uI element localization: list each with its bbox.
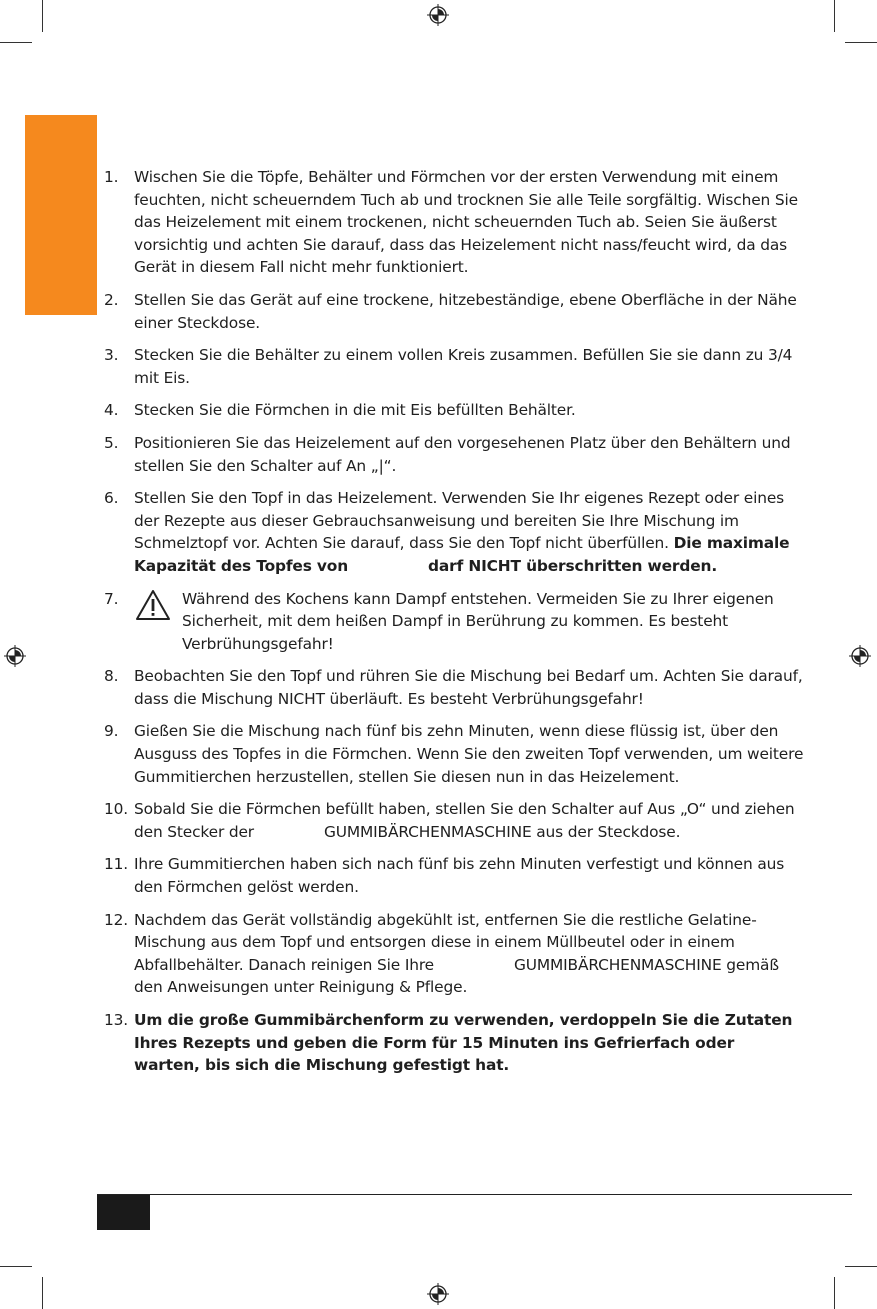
step-text: Stellen Sie das Gerät auf eine trockene, hitzebeständige, ebene Oberfläche in der Nähe einer Steckdose. — [134, 290, 797, 332]
footer-rule — [97, 1194, 852, 1195]
step-number: 6. — [104, 489, 119, 508]
registration-mark-icon — [427, 4, 449, 26]
step-number: 8. — [104, 667, 119, 686]
registration-mark-icon — [4, 645, 26, 667]
crop-mark — [834, 1277, 835, 1309]
step-number: 11. — [104, 855, 129, 874]
warning-triangle-icon — [134, 588, 172, 622]
step-text: GUMMIBÄRCHENMASCHINE aus der Steckdose. — [324, 822, 681, 841]
crop-mark — [834, 0, 835, 32]
step-number: 10. — [104, 800, 129, 819]
step-number: 4. — [104, 401, 119, 420]
step-number: 3. — [104, 346, 119, 365]
page-number-box — [97, 1195, 150, 1230]
list-item — [104, 344, 804, 389]
list-item — [104, 399, 804, 422]
step-text: Stellen Sie den Topf in das Heizelement. Verwenden Sie Ihr eigenes Rezept oder eines der Rezepte aus dieser Gebrauchsanweisung und bereiten Sie Ihre Mischung im Schmelztopf vor. Achten Sie darauf, dass Sie den Topf nicht überfüllen. — [134, 489, 785, 553]
step-number: 7. — [104, 589, 119, 608]
list-item — [104, 665, 804, 710]
step-number: 1. — [104, 168, 119, 186]
registration-mark-icon — [849, 645, 871, 667]
list-item — [104, 166, 804, 279]
step-text: Beobachten Sie den Topf und rühren Sie die Mischung bei Bedarf um. Achten Sie darauf, dass die Mischung NICHT überläuft. Es besteht Verbrühungsgefahr! — [134, 667, 803, 708]
list-item — [104, 720, 804, 788]
steps-list — [104, 166, 804, 1077]
side-tab — [25, 115, 97, 315]
crop-mark — [0, 42, 32, 43]
registration-mark-icon — [427, 1283, 449, 1305]
list-item — [104, 853, 804, 898]
crop-mark — [845, 42, 877, 43]
instructions — [104, 166, 804, 1087]
step-text: Gießen Sie die Mischung nach fünf bis zehn Minuten, wenn diese flüssig ist, über den Ausguss des Topfes in die Förmchen. Wenn Sie den zweiten Topf verwenden, um weitere Gummitierchen herzustellen, stellen Sie diesen nun in das Heizelement. — [134, 722, 804, 786]
step-text: Stecken Sie die Förmchen in die mit Eis befüllten Behälter. — [134, 401, 576, 420]
crop-mark — [0, 1266, 32, 1267]
step-text: GUMMIBÄRCHENMASCHINE gemäß den Anweisungen unter Reinigung & Pflege. — [134, 955, 779, 997]
crop-mark — [42, 0, 43, 32]
list-item — [104, 909, 804, 999]
step-text: Um die große Gummibärchenform zu verwenden, verdoppeln Sie die Zutaten Ihres Rezepts und geben die Form für 15 Minuten ins Gefrierfach oder warten, bis sich die Mischung gefestigt hat. — [134, 1011, 793, 1075]
step-text: Ihre Gummitierchen haben sich nach fünf bis zehn Minuten verfestigt und können aus den Förmchen gelöst werden. — [134, 855, 785, 897]
step-number: 9. — [104, 722, 119, 741]
crop-mark — [42, 1277, 43, 1309]
step-warning-text: Die maximale Kapazität des Topfes von — [134, 534, 790, 575]
step-text: Während des Kochens kann Dampf entstehen. Vermeiden Sie zu Ihrer eigenen Sicherheit, mit dem heißen Dampf in Berührung zu kommen. Es besteht Verbrühungsgefahr! — [182, 589, 774, 653]
list-item — [104, 432, 804, 477]
list-item — [104, 289, 804, 334]
step-text: Sobald Sie die Förmchen befüllt haben, stellen Sie den Schalter auf Aus „O“ und ziehen den Stecker der — [134, 800, 795, 841]
list-item — [104, 487, 804, 577]
step-number: 2. — [104, 290, 119, 309]
step-text: Stecken Sie die Behälter zu einem vollen Kreis zusammen. Befüllen Sie sie dann zu 3/4 mit Eis. — [134, 346, 793, 387]
step-number: 12. — [104, 910, 129, 929]
step-text: Wischen Sie die Töpfe, Behälter und Förmchen vor der ersten Verwendung mit einem feuchten, nicht scheuerndem Tuch ab und trocknen Sie alle Teile sorgfältig. Wischen Sie das Heizelement mit einem trockenen, nicht scheuernden Tuch ab. Seien Sie äußerst vorsichtig und achten Sie darauf, dass das Heizelement nicht nass/feucht wird, da das Gerät in diesem Fall nicht mehr funktioniert. — [134, 168, 798, 277]
crop-mark — [845, 1266, 877, 1267]
list-item — [104, 1009, 804, 1077]
step-number: 5. — [104, 433, 119, 452]
step-warning-text: darf NICHT überschritten werden. — [428, 556, 718, 575]
step-text: Nachdem das Gerät vollständig abgekühlt ist, entfernen Sie die restliche Gelatine-Mischung aus dem Topf und entsorgen diese in einem Müllbeutel oder in einem Abfallbehälter. Danach reinigen Sie Ihre — [134, 910, 757, 974]
list-item — [104, 798, 804, 843]
list-item — [104, 588, 804, 656]
step-text: Positionieren Sie das Heizelement auf den vorgesehenen Platz über den Behältern und stellen Sie den Schalter auf An „|“. — [134, 433, 791, 475]
step-number: 13. — [104, 1011, 129, 1029]
